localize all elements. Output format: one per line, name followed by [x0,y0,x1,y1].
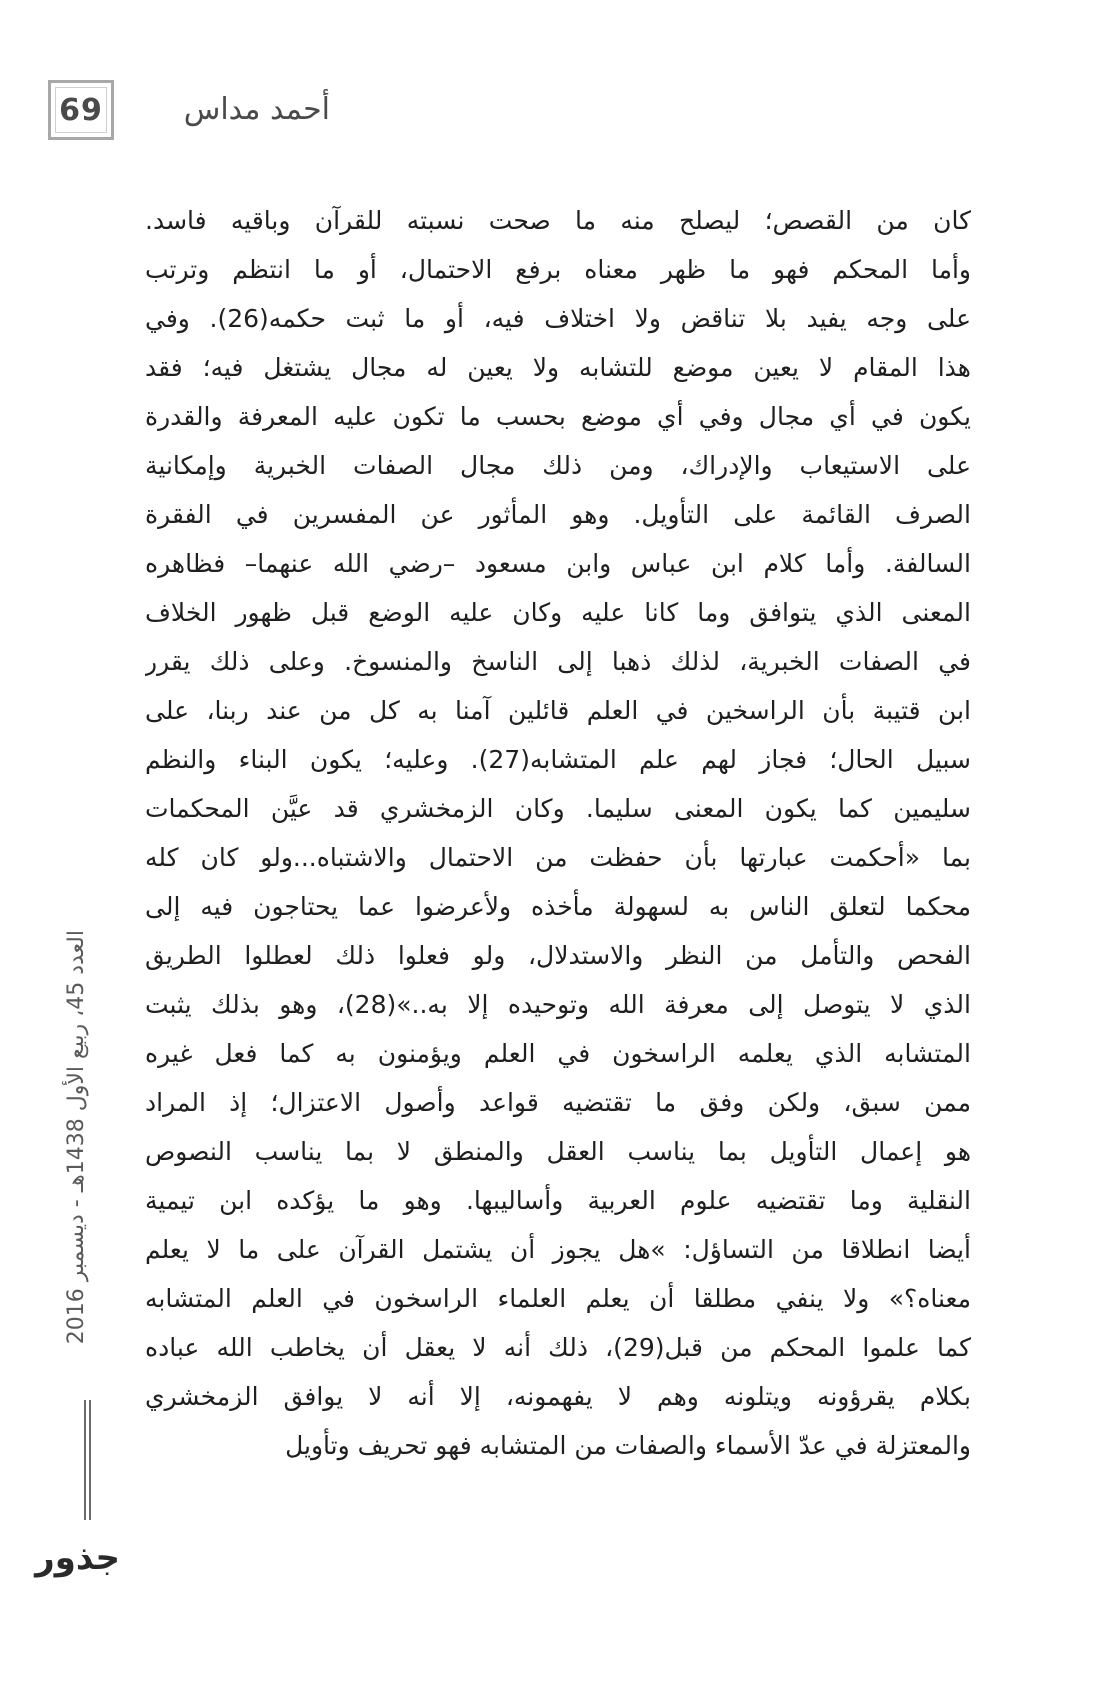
text-line: الذي لا يتوصل إلى معرفة الله وتوحيده إلا به..»(28)، وهو بذلك يثبت [145,990,971,1019]
text-line: ابن قتيبة بأن الراسخين في العلم قائلين آمنا به كل من عند ربنا، على [145,696,971,725]
author-name: أحمد مداس [183,92,330,127]
text-line: أيضا انطلاقا من التساؤل: »هل يجوز أن يشتمل القرآن على ما لا يعلم [145,1235,971,1264]
text-line: المتشابه الذي يعلمه الراسخون في العلم ويؤمنون به كما فعل غيره [145,1039,971,1068]
text-line: كما علموا المحكم من قبل(29)، ذلك أنه لا يعقل أن يخاطب الله عباده [145,1333,971,1362]
text-line: كان من القصص؛ ليصلح منه ما صحت نسبته للقرآن وباقيه فاسد. [145,206,971,235]
text-line: يكون في أي مجال وفي أي موضع بحسب ما تكون عليه المعرفة والقدرة [145,402,971,431]
text-line: المعنى الذي يتوافق وما كانا عليه وكان عليه الوضع قبل ظهور الخلاف [145,598,971,627]
text-line: محكما لتعلق الناس به لسهولة مأخذه ولأعرضوا عما يحتاجون فيه إلى [145,892,971,921]
page-number-box [48,80,114,140]
text-line: الفحص والتأمل من النظر والاستدلال، ولو فعلوا ذلك لعطلوا الطريق [145,941,971,970]
text-line: على وجه يفيد بلا تناقض ولا اختلاف فيه، أو ما ثبت حكمه(26). وفي [145,304,971,333]
text-line: بكلام يقرؤونه ويتلونه وهم لا يفهمونه، إلا أنه لا يوافق الزمخشري [145,1382,971,1411]
text-line: هو إعمال التأويل بما يناسب العقل والمنطق لا بما يناسب النصوص [145,1137,971,1166]
text-line: سبيل الحال؛ فجاز لهم علم المتشابه(27). وعليه؛ يكون البناء والنظم [145,745,971,774]
text-line: السالفة. وأما كلام ابن عباس وابن مسعود –رضي الله عنهما– فظاهره [145,549,971,578]
text-line: على الاستيعاب والإدراك، ومن ذلك مجال الصفات الخبرية وإمكانية [145,451,971,480]
page-number: 69 [59,92,103,128]
text-line: هذا المقام لا يعين موضع للتشابه ولا يعين له مجال يشتغل فيه؛ فقد [145,353,971,382]
text-line: ممن سبق، ولكن وفق ما تقتضيه قواعد وأصول الاعتزال؛ إذ المراد [145,1088,971,1117]
text-line: في الصفات الخبرية، لذلك ذهبا إلى الناسخ والمنسوخ. وعلى ذلك يقرر [145,647,971,676]
text-line: بما «أحكمت عبارتها بأن حفظت من الاحتمال والاشتباه...ولو كان كله [145,843,971,872]
text-line: سليمين كما يكون المعنى سليما. وكان الزمخشري قد عيَّن المحكمات [145,794,971,823]
text-line: الصرف القائمة على التأويل. وهو المأثور عن المفسرين في الفقرة [145,500,971,529]
page-number-frame [55,87,107,133]
text-line: النقلية وما تقتضيه علوم العربية وأساليبها. وهو ما يؤكده ابن تيمية [145,1186,971,1215]
text-line: والمعتزلة في عدّ الأسماء والصفات من المتشابه فهو تحريف وتأويل [285,1431,971,1460]
text-line: وأما المحكم فهو ما ظهر معناه برفع الاحتمال، أو ما انتظم وترتب [145,255,971,284]
journal-logo: جذور [35,1538,120,1578]
body-text [145,196,971,1470]
side-divider [89,1400,91,1520]
issue-info: العدد 45، ربيع الأول 1438هـ - ديسمبر 2016 [64,930,89,1345]
text-line: معناه؟» ولا ينفي مطلقا أن يعلم العلماء الراسخون في العلم المتشابه [145,1284,971,1313]
